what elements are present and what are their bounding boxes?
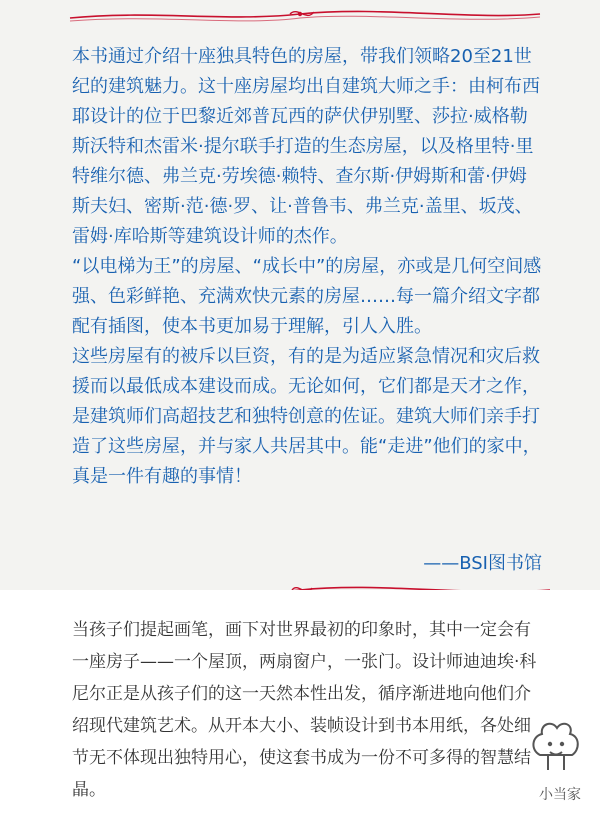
watermark: [510, 700, 600, 810]
quote-paragraph: 这些房屋有的被斥以巨资，有的是为适应紧急情况和灾后救援而以最低成本建设而成。无论如何，它们都是天才之作，是建筑师们高超技艺和独特创意的佐证。建筑大师们亲手打造了这些房屋，并与家人共居其中。能“走进”他们的家中，真是一件有趣的事情！: [72, 346, 541, 487]
watermark-label: 小当家: [520, 784, 600, 804]
quote-signature: ——BSI图书馆: [423, 553, 542, 574]
mascot-icon: [510, 700, 600, 790]
note-body: 当孩子们提起画笔，画下对世界最初的印象时，其中一定会有一座房子——一个屋顶，两扇窗户，一张门。设计师迪迪埃·科尼尔正是从孩子们的这一天然本性出发，循序渐进地向他们介绍现代建筑艺术。从开本大小、装帧设计到书本用纸，各处细节无不体现出独特用心，使这套书成为一份不可多得的智慧结晶。: [72, 620, 537, 800]
quote-body: [72, 42, 542, 492]
top-ribbon-decoration: [0, 0, 600, 40]
quote-paragraph: “以电梯为王”的房屋、“成长中”的房屋，亦或是几何空间感强、色彩鲜艳、充满欢快元素的房屋……每一篇介绍文字都配有插图，使本书更加易于理解，引人入胜。: [72, 256, 542, 337]
quote-paragraph: 本书通过介绍十座独具特色的房屋，带我们领略20至21世纪的建筑魅力。这十座房屋均出自建筑大师之手：由柯布西耶设计的位于巴黎近郊普瓦西的萨伏伊别墅、莎拉·威格勒斯沃特和杰雷米·提尔联手打造的生态房屋，以及格里特·里特维尔德、弗兰克·劳埃德·赖特、查尔斯·伊姆斯和蕾·伊姆斯夫妇、密斯·范·德·罗、让·普鲁韦、弗兰克·盖里、坂茂、雷姆·库哈斯等建筑设计师的杰作。: [72, 46, 540, 247]
